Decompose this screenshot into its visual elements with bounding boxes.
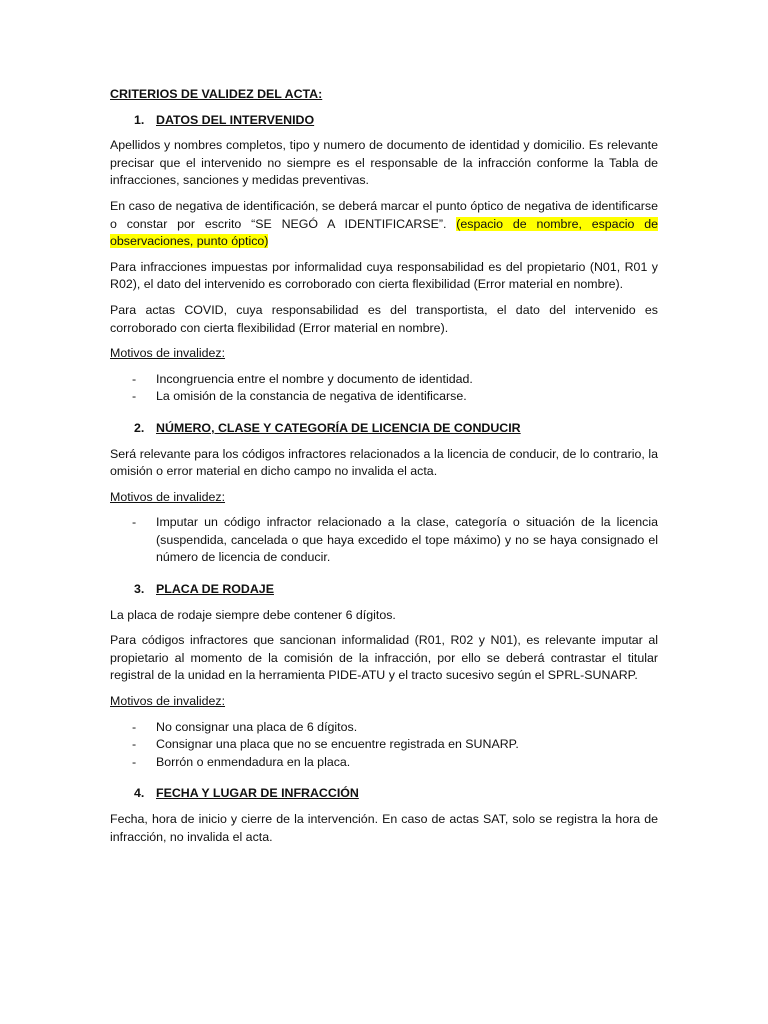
paragraph: Para actas COVID, cuya responsabilidad es del transportista, el dato del intervenido es corroborado con cierta flexibilidad (Error material en nombre). (110, 302, 658, 335)
section-number: 4. (134, 786, 145, 801)
bullet-dash: - (132, 719, 137, 734)
list-item (110, 754, 658, 772)
bullet-dash: - (132, 754, 137, 769)
bullet-dash: - (132, 737, 137, 752)
paragraph: La placa de rodaje siempre debe contener 6 dígitos. (110, 607, 396, 622)
list-item (110, 514, 658, 567)
paragraph (110, 198, 658, 251)
list-item-text: Incongruencia entre el nombre y documento de identidad. (156, 371, 473, 386)
invalidity-label: Motivos de invalidez: (110, 489, 226, 504)
highlighted-text: (espacio de nombre, espacio de observaciones, punto óptico) (110, 216, 658, 249)
list-item (110, 388, 658, 406)
document-content (110, 86, 658, 854)
list-item-text: Imputar un código infractor relacionado a la clase, categoría o situación de la licencia (suspendida, cancelada o que haya excedido el tope máximo) y no se haya consignado el número de licencia de conducir. (156, 515, 658, 565)
paragraph: Fecha, hora de inicio y cierre de la intervención. En caso de actas SAT, solo se registra la hora de infracción, no invalida el acta. (110, 812, 658, 844)
invalidity-list (110, 719, 658, 772)
list-item-text: La omisión de la constancia de negativa de identificarse. (156, 389, 467, 404)
document-title: CRITERIOS DE VALIDEZ DEL ACTA: (110, 87, 323, 101)
section-title: DATOS DEL INTERVENIDO (156, 112, 315, 127)
section-4-heading (110, 785, 658, 803)
list-item (110, 371, 658, 389)
section-1-heading (110, 112, 658, 130)
section-title: NÚMERO, CLASE Y CATEGORÍA DE LICENCIA DE CONDUCIR (156, 420, 521, 435)
invalidity-list (110, 371, 658, 406)
paragraph-text: En caso de negativa de identificación, se deberá marcar el punto óptico de negativa de identificarse o constar por escrito “SE NEGÓ A IDENTIFICARSE”. (110, 198, 658, 231)
bullet-dash: - (132, 371, 137, 386)
list-item-text: No consignar una placa de 6 dígitos. (156, 719, 358, 734)
paragraph: Para infracciones impuestas por informalidad cuya responsabilidad es del propietario (N01, R01 y R02), el dato del intervenido es corroborado con cierta flexibilidad (Error material en nombre). (110, 259, 658, 292)
section-number: 1. (134, 112, 145, 127)
paragraph: Apellidos y nombres completos, tipo y numero de documento de identidad y domicilio. Es relevante precisar que el intervenido no siempre es el responsable de la infracción conforme la Tabla de infracciones, sanciones y medidas preventivas. (110, 138, 658, 188)
bullet-dash: - (132, 389, 137, 404)
list-item-text: Borrón o enmendadura en la placa. (156, 754, 351, 769)
list-item-text: Consignar una placa que no se encuentre registrada en SUNARP. (156, 737, 519, 752)
invalidity-label: Motivos de invalidez: (110, 694, 226, 709)
invalidity-list (110, 514, 658, 567)
section-title: FECHA Y LUGAR DE INFRACCIÓN (156, 786, 359, 801)
section-number: 3. (134, 582, 145, 597)
invalidity-label: Motivos de invalidez: (110, 346, 226, 361)
paragraph: Para códigos infractores que sancionan informalidad (R01, R02 y N01), es relevante imputar al propietario al momento de la comisión de la infracción, por ello se deberá contrastar el titular registral de la unidad en la herramienta PIDE-ATU y el tracto sucesivo según el SPRL-SUNARP. (110, 633, 658, 683)
section-2-heading (110, 420, 658, 438)
section-title: PLACA DE RODAJE (156, 582, 274, 597)
section-number: 2. (134, 420, 145, 435)
list-item (110, 736, 658, 754)
section-3-heading (110, 581, 658, 599)
bullet-dash: - (132, 515, 137, 530)
list-item (110, 719, 658, 737)
paragraph: Será relevante para los códigos infractores relacionados a la licencia de conducir, de lo contrario, la omisión o error material en dicho campo no invalida el acta. (110, 446, 658, 479)
